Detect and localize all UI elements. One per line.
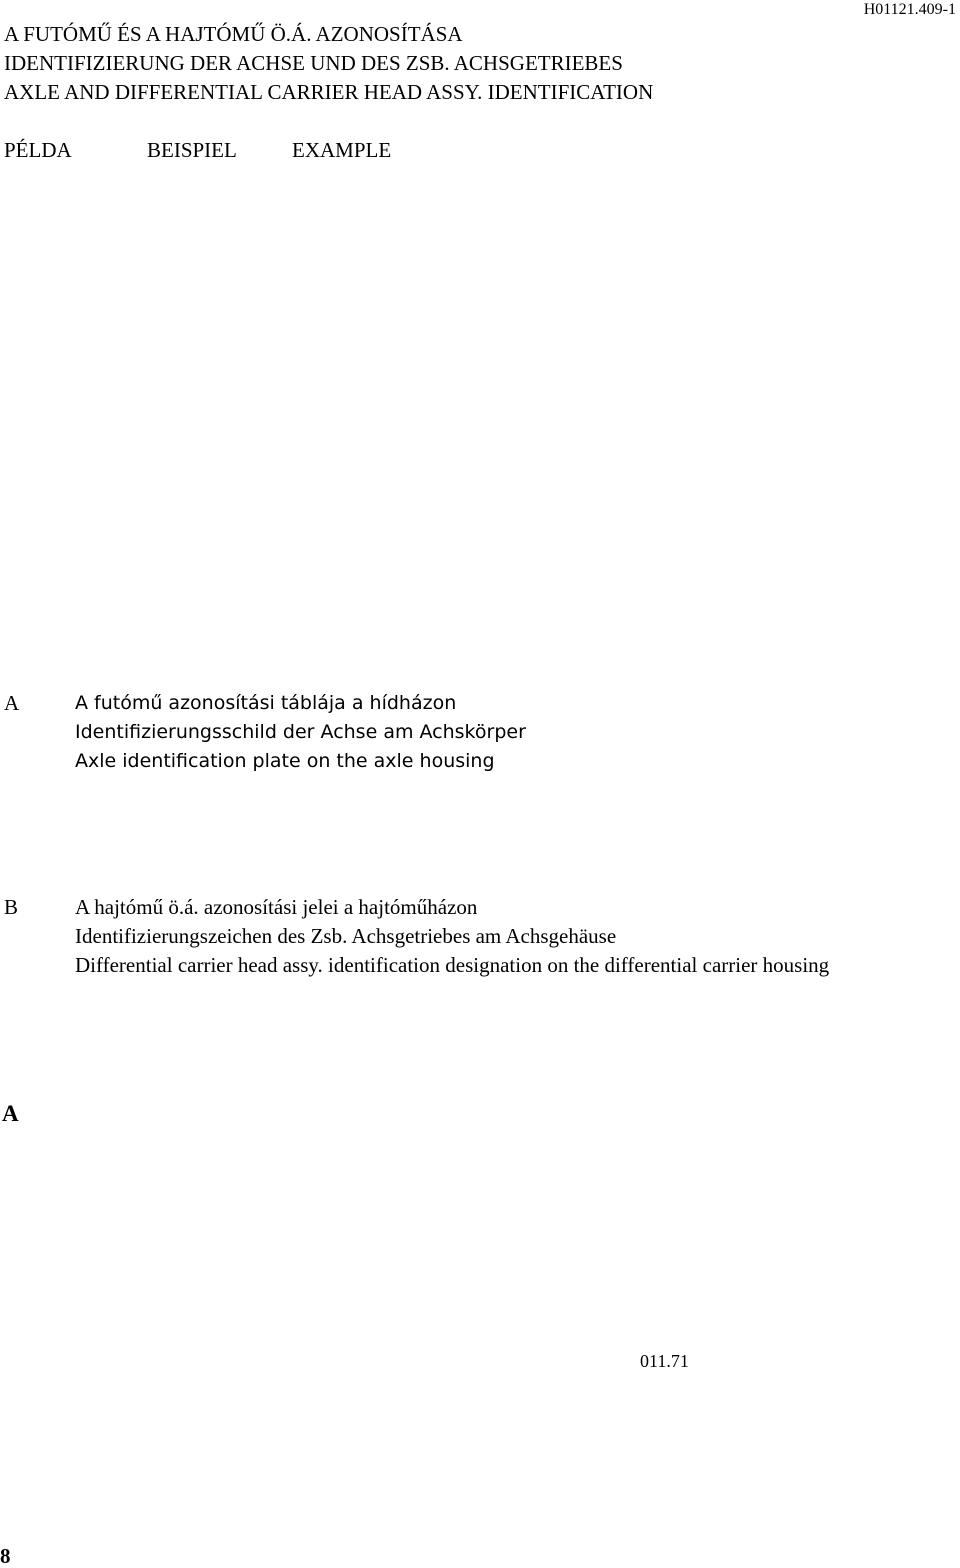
item-a-description bbox=[75, 689, 526, 776]
example-label-de: BEISPIEL bbox=[147, 138, 237, 162]
document-id: H01121.409-1 bbox=[863, 1, 956, 18]
example-label-hu: PÉLDA bbox=[4, 138, 72, 162]
page-number: 8 bbox=[0, 1544, 11, 1568]
item-b-line-hu: A hajtómű ö.á. azonosítási jelei a hajtóműházon bbox=[75, 895, 478, 919]
item-a-line-de: Identifizierungsschild der Achse am Achskörper bbox=[75, 721, 526, 743]
item-b-line-de: Identifizierungszeichen des Zsb. Achsgetriebes am Achsgehäuse bbox=[75, 924, 617, 948]
figure-label: A bbox=[2, 1101, 19, 1126]
title-line-en: AXLE AND DIFFERENTIAL CARRIER HEAD ASSY. IDENTIFICATION bbox=[4, 80, 654, 104]
figure-code: 011.71 bbox=[640, 1351, 689, 1371]
item-b-marker: B bbox=[4, 895, 19, 919]
title-line-hu: A FUTÓMŰ ÉS A HAJTÓMŰ Ö.Á. AZONOSÍTÁSA bbox=[4, 22, 463, 46]
item-b-description bbox=[75, 893, 829, 980]
example-label-en: EXAMPLE bbox=[292, 138, 392, 162]
item-a-marker: A bbox=[4, 691, 20, 715]
item-a-line-en: Axle identification plate on the axle housing bbox=[75, 750, 495, 772]
item-a-line-hu: A futómű azonosítási táblája a hídházon bbox=[75, 692, 457, 714]
item-b-line-en: Differential carrier head assy. identification designation on the differential carrier housing bbox=[75, 953, 830, 977]
title-line-de: IDENTIFIZIERUNG DER ACHSE UND DES ZSB. ACHSGETRIEBES bbox=[4, 51, 623, 75]
page-title bbox=[4, 20, 653, 107]
